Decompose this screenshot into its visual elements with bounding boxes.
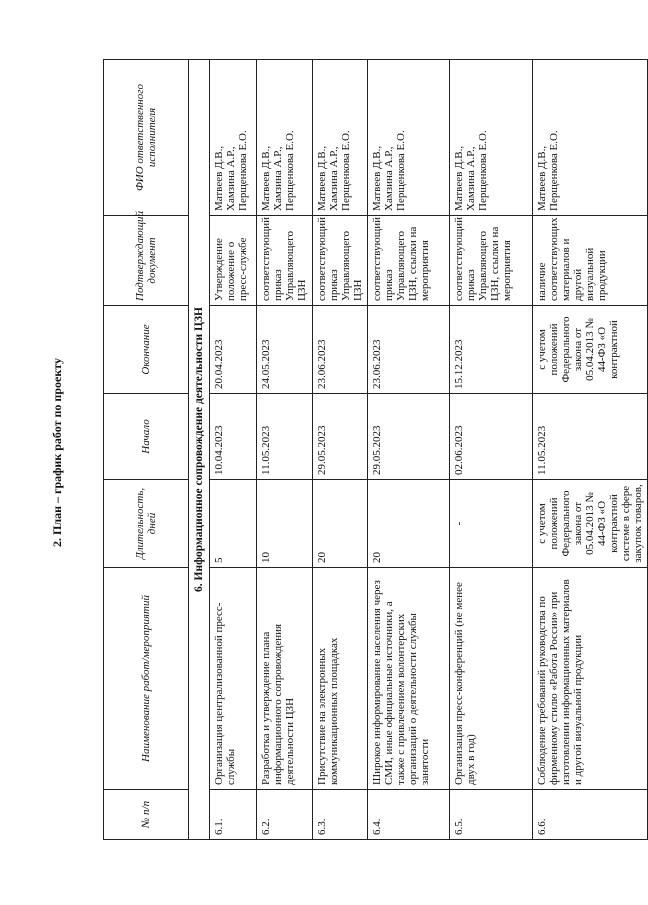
- row-responsible: Матвеев Д.В., Хамзина А.Р., Перщенкова Е.О.: [257, 60, 313, 216]
- row-document: соответствующий приказ Управляющего ЦЗН, ссылки на мероприятия: [450, 216, 533, 306]
- row-document: соответствующий приказ Управляющего ЦЗН: [313, 216, 368, 306]
- table-header-row: [104, 60, 189, 840]
- row-document: наличие соответствующих материалов и другой визуальной продукции: [533, 216, 648, 306]
- row-document: соответствующий приказ Управляющего ЦЗН: [257, 216, 313, 306]
- table-row: [533, 60, 648, 840]
- row-number: 6.4.: [368, 790, 450, 840]
- row-responsible: Матвеев Д.В., Хамзина А.Р., Перщенкова Е.О.: [368, 60, 450, 216]
- row-responsible: Матвеев Д.В., Хамзина А.Р., Перщенкова Е.О.: [450, 60, 533, 216]
- row-document: Утверждение положение о пресс-службе: [210, 216, 257, 306]
- row-start: 29.05.2023: [368, 394, 450, 480]
- table-row: [368, 60, 450, 840]
- header-duration: Длительность, дней: [104, 480, 189, 568]
- row-start: 11.05.2023: [533, 394, 648, 480]
- row-number: 6.3.: [313, 790, 368, 840]
- row-work-name: Организация централизованной пресс-службы: [210, 568, 257, 790]
- row-end: 24.05.2023: [257, 306, 313, 394]
- row-responsible: Матвеев Д.В., Хамзина А.Р., Перщенкова Е.О.: [313, 60, 368, 216]
- group-row: [189, 60, 210, 840]
- table-row: [313, 60, 368, 840]
- row-work-name: Соблюдение требований руководства по фирменному стилю «Работа России» при изготовлении информационных материалов и другой визуальной продукции: [533, 568, 648, 790]
- row-start: 02.06.2023: [450, 394, 533, 480]
- table-row: [257, 60, 313, 840]
- row-responsible: Матвеев Д.В., Перщенкова Е.О.: [533, 60, 648, 216]
- row-start: 11.05.2023: [257, 394, 313, 480]
- row-work-name: Присутствие на электронных коммуникационных площадках: [313, 568, 368, 790]
- row-number: 6.1.: [210, 790, 257, 840]
- row-end: 23.06.2023: [313, 306, 368, 394]
- header-responsible: ФИО ответственного исполнителя: [104, 60, 189, 216]
- row-duration: 10: [257, 480, 313, 568]
- row-end: с учетом положений Федерального закона от 05.04.2013 № 44-ФЗ «О контрактной: [533, 306, 648, 394]
- row-start: 10.04.2023: [210, 394, 257, 480]
- row-start: 29.05.2023: [313, 394, 368, 480]
- row-end: 15.12.2023: [450, 306, 533, 394]
- row-work-name: Широкое информирование населения через СМИ, иные официальные источники, а также с привлечением волонтерских организаций о деятельности службы занятости: [368, 568, 450, 790]
- header-end: Окончание: [104, 306, 189, 394]
- header-number: № п/п: [104, 790, 189, 840]
- row-responsible: Матвеев Д.В., Хамзина А.Р., Перщенкова Е.О.: [210, 60, 257, 216]
- row-duration: с учетом положений Федерального закона от 05.04.2013 № 44-ФЗ «О контрактной системе в сфере закупок товаров,: [533, 480, 648, 568]
- row-work-name: Организация пресс-конференций (не менее двух в год): [450, 568, 533, 790]
- table-row: [210, 60, 257, 840]
- row-number: 6.6.: [533, 790, 648, 840]
- header-work-name: Наименование работ/мероприятий: [104, 568, 189, 790]
- row-number: 6.2.: [257, 790, 313, 840]
- group-title: 6. Информационное сопровождение деятельности ЦЗН: [189, 60, 210, 840]
- row-number: 6.5.: [450, 790, 533, 840]
- header-document: Подтверждающий документ: [104, 216, 189, 306]
- row-duration: 20: [313, 480, 368, 568]
- row-work-name: Разработка и утверждение плана информационного сопровождения деятельности ЦЗН: [257, 568, 313, 790]
- row-document: соответствующий приказ Управляющего ЦЗН, ссылки на мероприятия: [368, 216, 450, 306]
- section-title: 2. План – график работ по проекту: [50, 358, 64, 547]
- row-duration: -: [450, 480, 533, 568]
- row-duration: 5: [210, 480, 257, 568]
- row-end: 20.04.2023: [210, 306, 257, 394]
- work-plan-table: [103, 59, 648, 840]
- header-start: Начало: [104, 394, 189, 480]
- table-row: [450, 60, 533, 840]
- row-duration: 20: [368, 480, 450, 568]
- row-end: 23.06.2023: [368, 306, 450, 394]
